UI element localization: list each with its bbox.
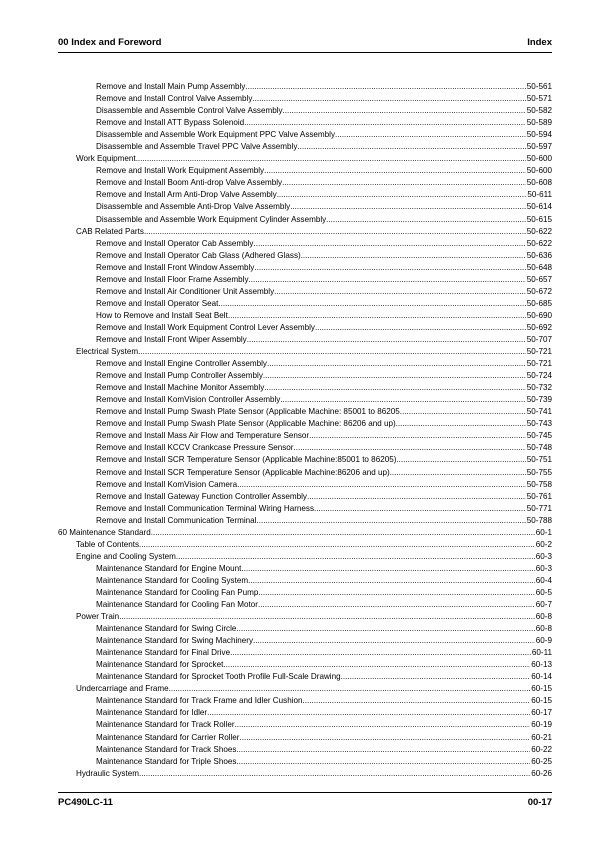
toc-entry-page: 50-690	[526, 310, 552, 320]
toc-entry-title: Remove and Install Pump Controller Assembly	[96, 371, 263, 381]
toc-entry-title: Maintenance Standard for Triple Shoes	[96, 756, 237, 766]
toc-entry[interactable]	[58, 635, 552, 647]
toc-entry-page: 50-600	[526, 154, 552, 164]
toc-entry-title: Remove and Install ATT Bypass Solenoid	[96, 118, 245, 128]
toc-entry-title: Disassemble and Assemble Anti-Drop Valve Assembly	[96, 202, 291, 212]
toc-entry-page: 50-622	[526, 226, 552, 236]
toc-leader-dots	[235, 719, 531, 731]
toc-entry[interactable]	[58, 201, 552, 213]
toc-entry[interactable]	[58, 394, 552, 406]
toc-entry[interactable]	[58, 756, 552, 768]
footer-model: PC490LC-11	[58, 797, 113, 808]
toc-entry-title: Disassemble and Assemble Travel PPC Valve Assembly	[96, 142, 298, 152]
toc-entry-page: 50-741	[526, 407, 552, 417]
toc-leader-dots	[252, 93, 525, 105]
toc-entry[interactable]	[58, 732, 552, 744]
toc-leader-dots	[240, 732, 531, 744]
toc-entry-title: Engine and Cooling System	[76, 551, 176, 561]
toc-entry[interactable]	[58, 611, 552, 623]
toc-entry-page: 60-8	[535, 624, 552, 634]
toc-entry-page: 50-739	[526, 395, 552, 405]
toc-entry-page: 50-755	[526, 467, 552, 477]
toc-leader-dots	[396, 418, 526, 430]
toc-entry-page: 50-721	[526, 347, 552, 357]
toc-leader-dots	[258, 587, 534, 599]
toc-entry-title: Remove and Install Air Conditioner Unit Assembly	[96, 286, 275, 296]
toc-leader-dots	[274, 286, 526, 298]
toc-entry[interactable]	[58, 214, 552, 226]
toc-entry-title: Power Train	[76, 612, 120, 622]
toc-entry-title: Disassemble and Assemble Work Equipment Cylinder Assembly	[96, 214, 327, 224]
toc-leader-dots	[326, 214, 526, 226]
footer-page-number: 00-17	[527, 797, 552, 808]
toc-entry[interactable]	[58, 418, 552, 430]
toc-leader-dots	[144, 226, 526, 238]
toc-entry-title: Maintenance Standard for Swing Machinery	[96, 636, 254, 646]
toc-entry-page: 60-25	[531, 756, 552, 766]
toc-entry-page: 50-732	[526, 383, 552, 393]
toc-entry[interactable]	[58, 322, 552, 334]
toc-entry-page: 50-788	[526, 515, 552, 525]
toc-entry-page: 60-7	[535, 600, 552, 610]
toc-entry-title: How to Remove and Install Seat Belt	[96, 310, 228, 320]
toc-entry-title: Remove and Install Control Valve Assembly	[96, 94, 253, 104]
toc-entry-page: 50-748	[526, 443, 552, 453]
toc-entry-title: Maintenance Standard for Track Shoes	[96, 744, 237, 754]
toc-leader-dots	[119, 611, 535, 623]
toc-entry-title: Maintenance Standard for Sprocket Tooth Profile Full-Scale Drawing	[96, 672, 341, 682]
toc-entry-title: Remove and Install Operator Seat	[96, 298, 219, 308]
toc-leader-dots	[264, 382, 526, 394]
toc-leader-dots	[223, 659, 530, 671]
toc-leader-dots	[309, 430, 526, 442]
toc-entry-title: Maintenance Standard for Final Drive	[96, 648, 231, 658]
toc-entry-title: Disassemble and Assemble Work Equipment PPC Valve Assembly	[96, 130, 336, 140]
header-index-label: Index	[527, 37, 552, 48]
toc-leader-dots	[207, 707, 530, 719]
toc-leader-dots	[236, 744, 530, 756]
toc-entry-page: 50-600	[526, 166, 552, 176]
toc-entry-title: Maintenance Standard for Cooling Fan Motor	[96, 600, 258, 610]
toc-entry[interactable]	[58, 310, 552, 322]
toc-entry-title: Remove and Install Arm Anti-Drop Valve Assembly	[96, 190, 277, 200]
toc-entry[interactable]	[58, 587, 552, 599]
toc-leader-dots	[151, 527, 535, 539]
toc-leader-dots	[254, 262, 525, 274]
toc-entry[interactable]	[58, 442, 552, 454]
toc-leader-dots	[138, 346, 526, 358]
toc-entry-title: Disassemble and Assemble Control Valve Assembly	[96, 106, 283, 116]
toc-leader-dots	[264, 165, 526, 177]
toc-entry-page: 60-2	[535, 539, 552, 549]
toc-leader-dots	[396, 454, 525, 466]
toc-leader-dots	[136, 153, 526, 165]
toc-entry-title: Remove and Install KomVision Controller Assembly	[96, 395, 281, 405]
toc-leader-dots	[228, 310, 526, 322]
header-rule	[58, 52, 552, 53]
toc-entry-page: 50-636	[526, 250, 552, 260]
toc-entry[interactable]	[58, 298, 552, 310]
header-section-title: 00 Index and Foreword	[58, 37, 162, 48]
toc-entry[interactable]	[58, 262, 552, 274]
toc-entry[interactable]	[58, 226, 552, 238]
toc-entry-title: Maintenance Standard for Swing Circle	[96, 624, 237, 634]
toc-entry-page: 60-14	[531, 672, 552, 682]
toc-entry-title: Remove and Install Floor Frame Assembly	[96, 274, 249, 284]
toc-entry-page: 50-672	[526, 286, 552, 296]
toc-entry-title: CAB Related Parts	[76, 226, 144, 236]
toc-entry-page: 50-615	[526, 214, 552, 224]
toc-entry-title: Remove and Install Work Equipment Control Lever Assembly	[96, 322, 315, 332]
toc-entry-title: Remove and Install SCR Temperature Sensor (Applicable Machine:85001 to 86205)	[96, 455, 397, 465]
toc-entry[interactable]	[58, 575, 552, 587]
toc-entry[interactable]	[58, 515, 552, 527]
table-of-contents	[58, 81, 552, 780]
toc-entry-title: Maintenance Standard for Sprocket	[96, 660, 224, 670]
toc-entry[interactable]	[58, 491, 552, 503]
toc-entry-page: 60-19	[531, 720, 552, 730]
toc-entry[interactable]	[58, 479, 552, 491]
toc-entry-page: 60-3	[535, 551, 552, 561]
toc-leader-dots	[253, 238, 525, 250]
toc-entry-page: 50-707	[526, 334, 552, 344]
toc-entry[interactable]	[58, 370, 552, 382]
toc-leader-dots	[253, 635, 535, 647]
toc-entry-title: Remove and Install Machine Monitor Assembly	[96, 383, 265, 393]
toc-entry-title: Remove and Install Boom Anti-drop Valve Assembly	[96, 178, 283, 188]
toc-entry-page: 50-724	[526, 371, 552, 381]
toc-entry-page: 60-21	[531, 732, 552, 742]
toc-leader-dots	[248, 575, 535, 587]
toc-leader-dots	[237, 479, 526, 491]
toc-leader-dots	[249, 274, 526, 286]
toc-entry-title: Remove and Install Communication Terminal Wiring Harness	[96, 503, 315, 513]
toc-entry[interactable]	[58, 286, 552, 298]
toc-entry-page: 50-692	[526, 322, 552, 332]
toc-entry-page: 50-608	[526, 178, 552, 188]
toc-leader-dots	[258, 599, 535, 611]
toc-leader-dots	[293, 442, 525, 454]
toc-leader-dots	[283, 105, 526, 117]
toc-entry[interactable]	[58, 527, 552, 539]
toc-entry-title: Maintenance Standard for Track Frame and Idler Cushion	[96, 696, 303, 706]
toc-leader-dots	[297, 141, 525, 153]
toc-entry[interactable]	[58, 467, 552, 479]
toc-leader-dots	[169, 683, 531, 695]
toc-entry-page: 50-561	[526, 82, 552, 91]
toc-entry-page: 50-685	[526, 298, 552, 308]
toc-entry[interactable]	[58, 189, 552, 201]
toc-entry-title: Remove and Install Operator Cab Glass (Adhered Glass)	[96, 250, 301, 260]
toc-entry-title: Remove and Install Pump Swash Plate Sensor (Applicable Machine: 86206 and up)	[96, 419, 396, 429]
toc-entry[interactable]	[58, 599, 552, 611]
toc-entry-page: 60-26	[531, 768, 552, 778]
toc-leader-dots	[280, 394, 526, 406]
toc-leader-dots	[139, 768, 530, 780]
toc-leader-dots	[400, 406, 526, 418]
toc-entry[interactable]	[58, 81, 552, 93]
toc-entry-page: 50-622	[526, 238, 552, 248]
page-footer	[58, 796, 552, 810]
toc-leader-dots	[244, 117, 526, 129]
toc-entry[interactable]	[58, 539, 552, 551]
toc-entry-page: 60-4	[535, 575, 552, 585]
toc-entry[interactable]	[58, 382, 552, 394]
toc-entry[interactable]	[58, 177, 552, 189]
toc-entry-title: Maintenance Standard for Cooling System	[96, 575, 249, 585]
toc-entry[interactable]	[58, 695, 552, 707]
toc-entry[interactable]	[58, 250, 552, 262]
toc-entry-page: 60-3	[535, 563, 552, 573]
toc-entry-page: 50-614	[526, 202, 552, 212]
toc-entry-title: Remove and Install Front Wiper Assembly	[96, 334, 247, 344]
toc-entry-page: 50-721	[526, 359, 552, 369]
toc-entry[interactable]	[58, 551, 552, 563]
toc-entry-title: Remove and Install Engine Controller Assembly	[96, 359, 267, 369]
toc-entry-title: Electrical System	[76, 347, 139, 357]
toc-entry[interactable]	[58, 334, 552, 346]
toc-leader-dots	[139, 539, 535, 551]
toc-entry-title: Maintenance Standard for Cooling Fan Pump	[96, 587, 259, 597]
toc-entry-title: Maintenance Standard for Track Roller	[96, 720, 235, 730]
toc-leader-dots	[236, 756, 530, 768]
toc-leader-dots	[267, 358, 526, 370]
toc-entry[interactable]	[58, 274, 552, 286]
toc-leader-dots	[303, 695, 531, 707]
toc-entry-title: 60 Maintenance Standard	[58, 527, 151, 537]
toc-entry-page: 50-743	[526, 419, 552, 429]
toc-leader-dots	[290, 201, 526, 213]
toc-entry-page: 50-758	[526, 479, 552, 489]
toc-leader-dots	[390, 467, 526, 479]
toc-entry[interactable]	[58, 358, 552, 370]
toc-entry-title: Maintenance Standard for Engine Mount	[96, 563, 242, 573]
toc-entry[interactable]	[58, 153, 552, 165]
toc-entry-page: 50-597	[526, 142, 552, 152]
page-header	[58, 36, 552, 50]
toc-leader-dots	[341, 671, 531, 683]
toc-leader-dots	[315, 322, 526, 334]
toc-entry-page: 50-657	[526, 274, 552, 284]
toc-entry-title: Undercarriage and Frame	[76, 684, 169, 694]
toc-entry-page: 50-771	[526, 503, 552, 513]
toc-entry-title: Remove and Install Communication Terminal	[96, 515, 257, 525]
toc-entry[interactable]	[58, 346, 552, 358]
toc-entry[interactable]	[58, 707, 552, 719]
toc-leader-dots	[230, 647, 531, 659]
toc-entry[interactable]	[58, 671, 552, 683]
toc-entry-page: 60-15	[531, 696, 552, 706]
toc-entry[interactable]	[58, 623, 552, 635]
toc-entry[interactable]	[58, 647, 552, 659]
toc-entry[interactable]	[58, 454, 552, 466]
toc-entry-page: 50-582	[526, 106, 552, 116]
toc-entry-title: Remove and Install Main Pump Assembly	[96, 82, 246, 91]
toc-leader-dots	[282, 177, 526, 189]
toc-leader-dots	[247, 334, 526, 346]
toc-entry-page: 50-761	[526, 491, 552, 501]
toc-entry[interactable]	[58, 563, 552, 575]
toc-entry-page: 60-1	[535, 527, 552, 537]
toc-entry[interactable]	[58, 93, 552, 105]
toc-entry-title: Maintenance Standard for Idler	[96, 708, 208, 718]
toc-entry-title: Remove and Install SCR Temperature Sensor (Applicable Machine:86206 and up)	[96, 467, 390, 477]
toc-leader-dots	[263, 370, 526, 382]
toc-entry-title: Remove and Install Mass Air Flow and Temperature Sensor	[96, 431, 310, 441]
toc-leader-dots	[314, 503, 526, 515]
toc-entry-page: 50-594	[526, 130, 552, 140]
toc-entry-page: 60-13	[531, 660, 552, 670]
toc-entry[interactable]	[58, 117, 552, 129]
toc-entry[interactable]	[58, 659, 552, 671]
toc-entry-page: 50-751	[526, 455, 552, 465]
toc-leader-dots	[335, 129, 526, 141]
toc-leader-dots	[218, 298, 525, 310]
toc-entry-title: Table of Contents	[76, 539, 139, 549]
toc-entry-page: 50-571	[526, 94, 552, 104]
toc-entry[interactable]	[58, 719, 552, 731]
toc-entry-page: 50-589	[526, 118, 552, 128]
toc-leader-dots	[241, 563, 534, 575]
toc-entry-page: 60-15	[531, 684, 552, 694]
toc-entry[interactable]	[58, 105, 552, 117]
toc-entry[interactable]	[58, 768, 552, 780]
toc-entry[interactable]	[58, 683, 552, 695]
toc-entry-title: Remove and Install KomVision Camera	[96, 479, 238, 489]
toc-entry[interactable]	[58, 406, 552, 418]
toc-leader-dots	[176, 551, 535, 563]
toc-leader-dots	[301, 250, 526, 262]
toc-entry-page: 60-8	[535, 612, 552, 622]
toc-entry-title: Remove and Install Pump Swash Plate Sensor (Applicable Machine: 85001 to 86205	[96, 407, 400, 417]
toc-entry-title: Remove and Install Operator Cab Assembly	[96, 238, 254, 248]
toc-entry[interactable]	[58, 129, 552, 141]
toc-entry[interactable]	[58, 744, 552, 756]
toc-entry-title: Work Equipment	[76, 154, 136, 164]
toc-entry[interactable]	[58, 503, 552, 515]
toc-leader-dots	[236, 623, 534, 635]
toc-entry-page: 50-745	[526, 431, 552, 441]
toc-leader-dots	[277, 189, 527, 201]
toc-entry-page: 50-648	[526, 262, 552, 272]
toc-entry-title: Remove and Install Work Equipment Assembly	[96, 166, 265, 176]
toc-leader-dots	[307, 491, 526, 503]
toc-entry-title: Remove and Install KCCV Crankcase Pressure Sensor	[96, 443, 294, 453]
toc-entry[interactable]	[58, 238, 552, 250]
toc-entry-title: Remove and Install Gateway Function Controller Assembly	[96, 491, 307, 501]
toc-leader-dots	[245, 81, 525, 93]
toc-entry-page: 60-9	[535, 636, 552, 646]
footer-rule	[58, 792, 552, 793]
toc-entry-page: 50-611	[527, 190, 552, 200]
toc-entry-title: Hydraulic System	[76, 768, 139, 778]
toc-entry-title: Remove and Install Front Window Assembly	[96, 262, 255, 272]
toc-entry-page: 60-5	[535, 587, 552, 597]
toc-entry-page: 60-11	[531, 648, 552, 658]
toc-entry-page: 60-22	[531, 744, 552, 754]
toc-entry-page: 60-17	[531, 708, 552, 718]
toc-entry[interactable]	[58, 430, 552, 442]
toc-leader-dots	[256, 515, 525, 527]
toc-entry[interactable]	[58, 141, 552, 153]
toc-entry-title: Maintenance Standard for Carrier Roller	[96, 732, 240, 742]
toc-entry[interactable]	[58, 165, 552, 177]
